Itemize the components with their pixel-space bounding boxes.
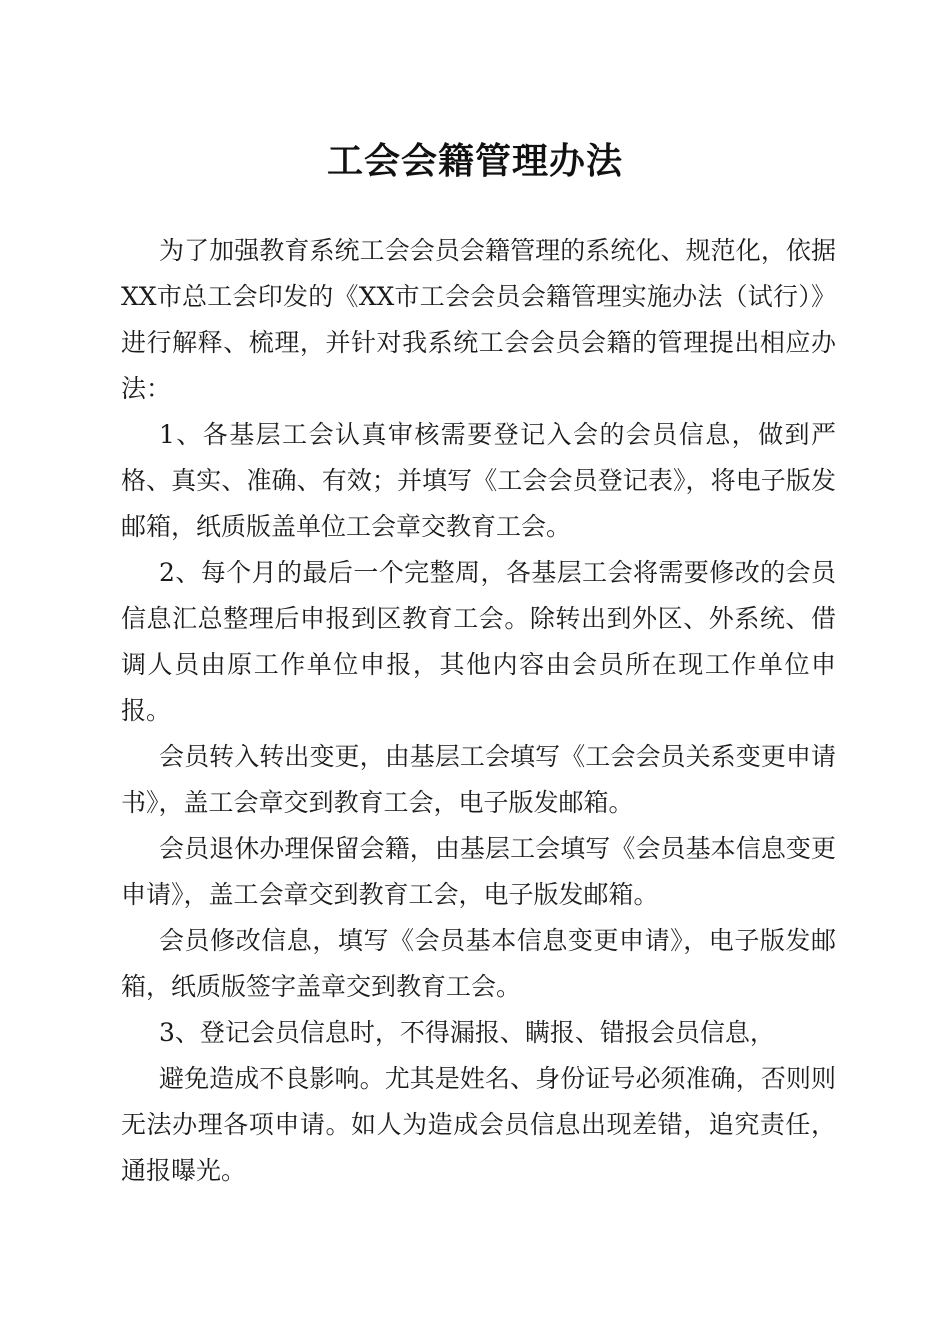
paragraph-transfer: 会员转入转出变更，由基层工会填写《工会会员关系变更申请书》，盖工会章交到教育工会，电子版发邮箱。	[121, 742, 836, 817]
paragraph-retirement: 会员退休办理保留会籍，由基层工会填写《会员基本信息变更申请》，盖工会章交到教育工会，电子版发邮箱。	[121, 834, 836, 909]
document-title: 工会会籍管理办法	[326, 140, 623, 182]
paragraph-item-3-continued: 避免造成不良影响。尤其是姓名、身份证号必须准确，否则则无法办理各项申请。如人为造成会员信息出现差错，追究责任，通报曝光。	[121, 1064, 836, 1185]
paragraph-intro: 为了加强教育系统工会会员会籍管理的系统化、规范化，依据XX市总工会印发的《XX市工会会员会籍管理实施办法（试行）》进行解释、梳理，并针对我系统工会会员会籍的管理提出相应办法：	[121, 236, 836, 403]
document-body	[121, 228, 836, 1194]
paragraph-item-2: 2、每个月的最后一个完整周，各基层工会将需要修改的会员信息汇总整理后申报到区教育工会。除转出到外区、外系统、借调人员由原工作单位申报，其他内容由会员所在现工作单位申报。	[121, 558, 836, 725]
paragraph-item-1: 1、各基层工会认真审核需要登记入会的会员信息，做到严格、真实、准确、有效；并填写《工会会员登记表》，将电子版发邮箱，纸质版盖单位工会章交教育工会。	[121, 420, 836, 541]
paragraph-modify-info: 会员修改信息，填写《会员基本信息变更申请》，电子版发邮箱，纸质版签字盖章交到教育工会。	[121, 926, 836, 1001]
paragraph-item-3: 3、登记会员信息时，不得漏报、瞒报、错报会员信息，	[159, 1018, 775, 1047]
